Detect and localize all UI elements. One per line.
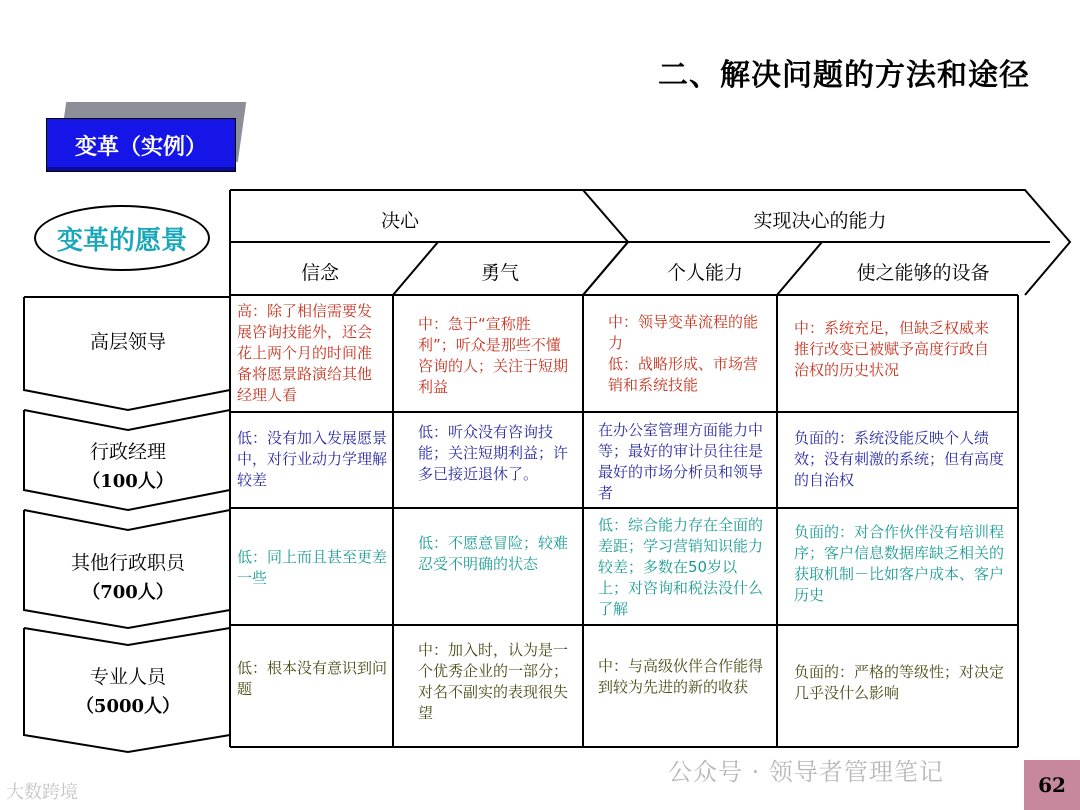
row-label-admin-managers-count: （100人）	[82, 471, 174, 492]
cell-staff-belief: 低：同上而且甚至更差一些	[237, 548, 387, 587]
cell-senior-equipment: 中：系统充足，但缺乏权威来推行改变已被赋予高度行政自治权的历史状况	[794, 319, 990, 379]
cell-staff-ability: 低：综合能力存在全面的差距；学习营销知识能力较差；多数在50岁以上；对咨询和税法没什么了解	[598, 516, 763, 618]
cell-managers-belief: 低：没有加入发展愿景中，对行业动力学理解较差	[237, 429, 387, 489]
header-enabling-equipment: 使之能够的设备	[856, 262, 990, 284]
header-courage: 勇气	[480, 262, 519, 284]
row-label-admin-staff-title: 其他行政职员	[70, 552, 185, 574]
row-label-admin-managers-title: 行政经理	[89, 441, 166, 463]
cell-managers-courage: 低：听众没有咨询技能；关注短期利益；许多已接近退休了。	[418, 423, 568, 483]
cell-managers-equipment: 负面的：系统没能反映个人绩效；没有刺激的系统；但有高度的自治权	[794, 429, 1005, 489]
row-label-admin-staff	[24, 548, 232, 608]
vision-ellipse: 变革的愿景	[34, 205, 210, 271]
row-label-admin-managers	[24, 437, 232, 497]
row-label-professionals-count: （5000人）	[75, 696, 181, 717]
cell-pros-equipment: 负面的：严格的等级性；对决定几乎没什么影响	[794, 663, 1005, 702]
page-title: 二、解决问题的方法和途径	[658, 58, 1030, 93]
cell-pros-courage: 中：加入时，认为是一个优秀企业的一部分；对名不副实的表现很失望	[418, 641, 568, 722]
cell-staff-equipment: 负面的：对合作伙伴没有培训程序；客户信息数据库缺乏相关的获取机制－比如客户成本、客户历史	[794, 523, 1005, 604]
section-banner: 变革（实例）	[46, 118, 236, 172]
cell-pros-belief: 低：根本没有意识到问题	[237, 659, 387, 698]
cell-pros-ability: 中：与高级伙伴合作能得到较为先进的新的收获	[598, 657, 763, 696]
row-label-senior	[24, 327, 232, 357]
header-belief: 信念	[300, 262, 339, 284]
watermark-left-text: 大数跨境	[6, 782, 78, 803]
page-number-badge: 62	[1024, 760, 1080, 810]
row-label-senior-title: 高层领导	[89, 331, 166, 353]
row-label-professionals	[24, 662, 232, 722]
row-label-professionals-title: 专业人员	[89, 666, 166, 688]
watermark-text: 公众号 · 领导者管理笔记	[668, 758, 944, 786]
header-group-ability: 实现决心的能力	[753, 210, 887, 232]
cell-senior-ability: 中：领导变革流程的能力 低：战略形成、市场营销和系统技能	[608, 313, 758, 394]
header-group-resolve: 决心	[380, 210, 419, 232]
cell-senior-courage: 中：急于“宣称胜利”；听众是那些不懂咨询的人；关注于短期利益	[418, 315, 568, 396]
row-label-admin-staff-count: （700人）	[82, 582, 174, 603]
cell-managers-ability: 在办公室管理方面能力中等；最好的审计员往往是最好的市场分析员和领导者	[598, 421, 763, 502]
header-personal-ability: 个人能力	[666, 262, 743, 284]
cell-senior-belief: 高：除了相信需要发展咨询技能外，还会花上两个月的时间准备将愿景路演给其他经理人看	[237, 302, 373, 404]
cell-staff-courage: 低：不愿意冒险；较难忍受不明确的状态	[418, 534, 568, 573]
